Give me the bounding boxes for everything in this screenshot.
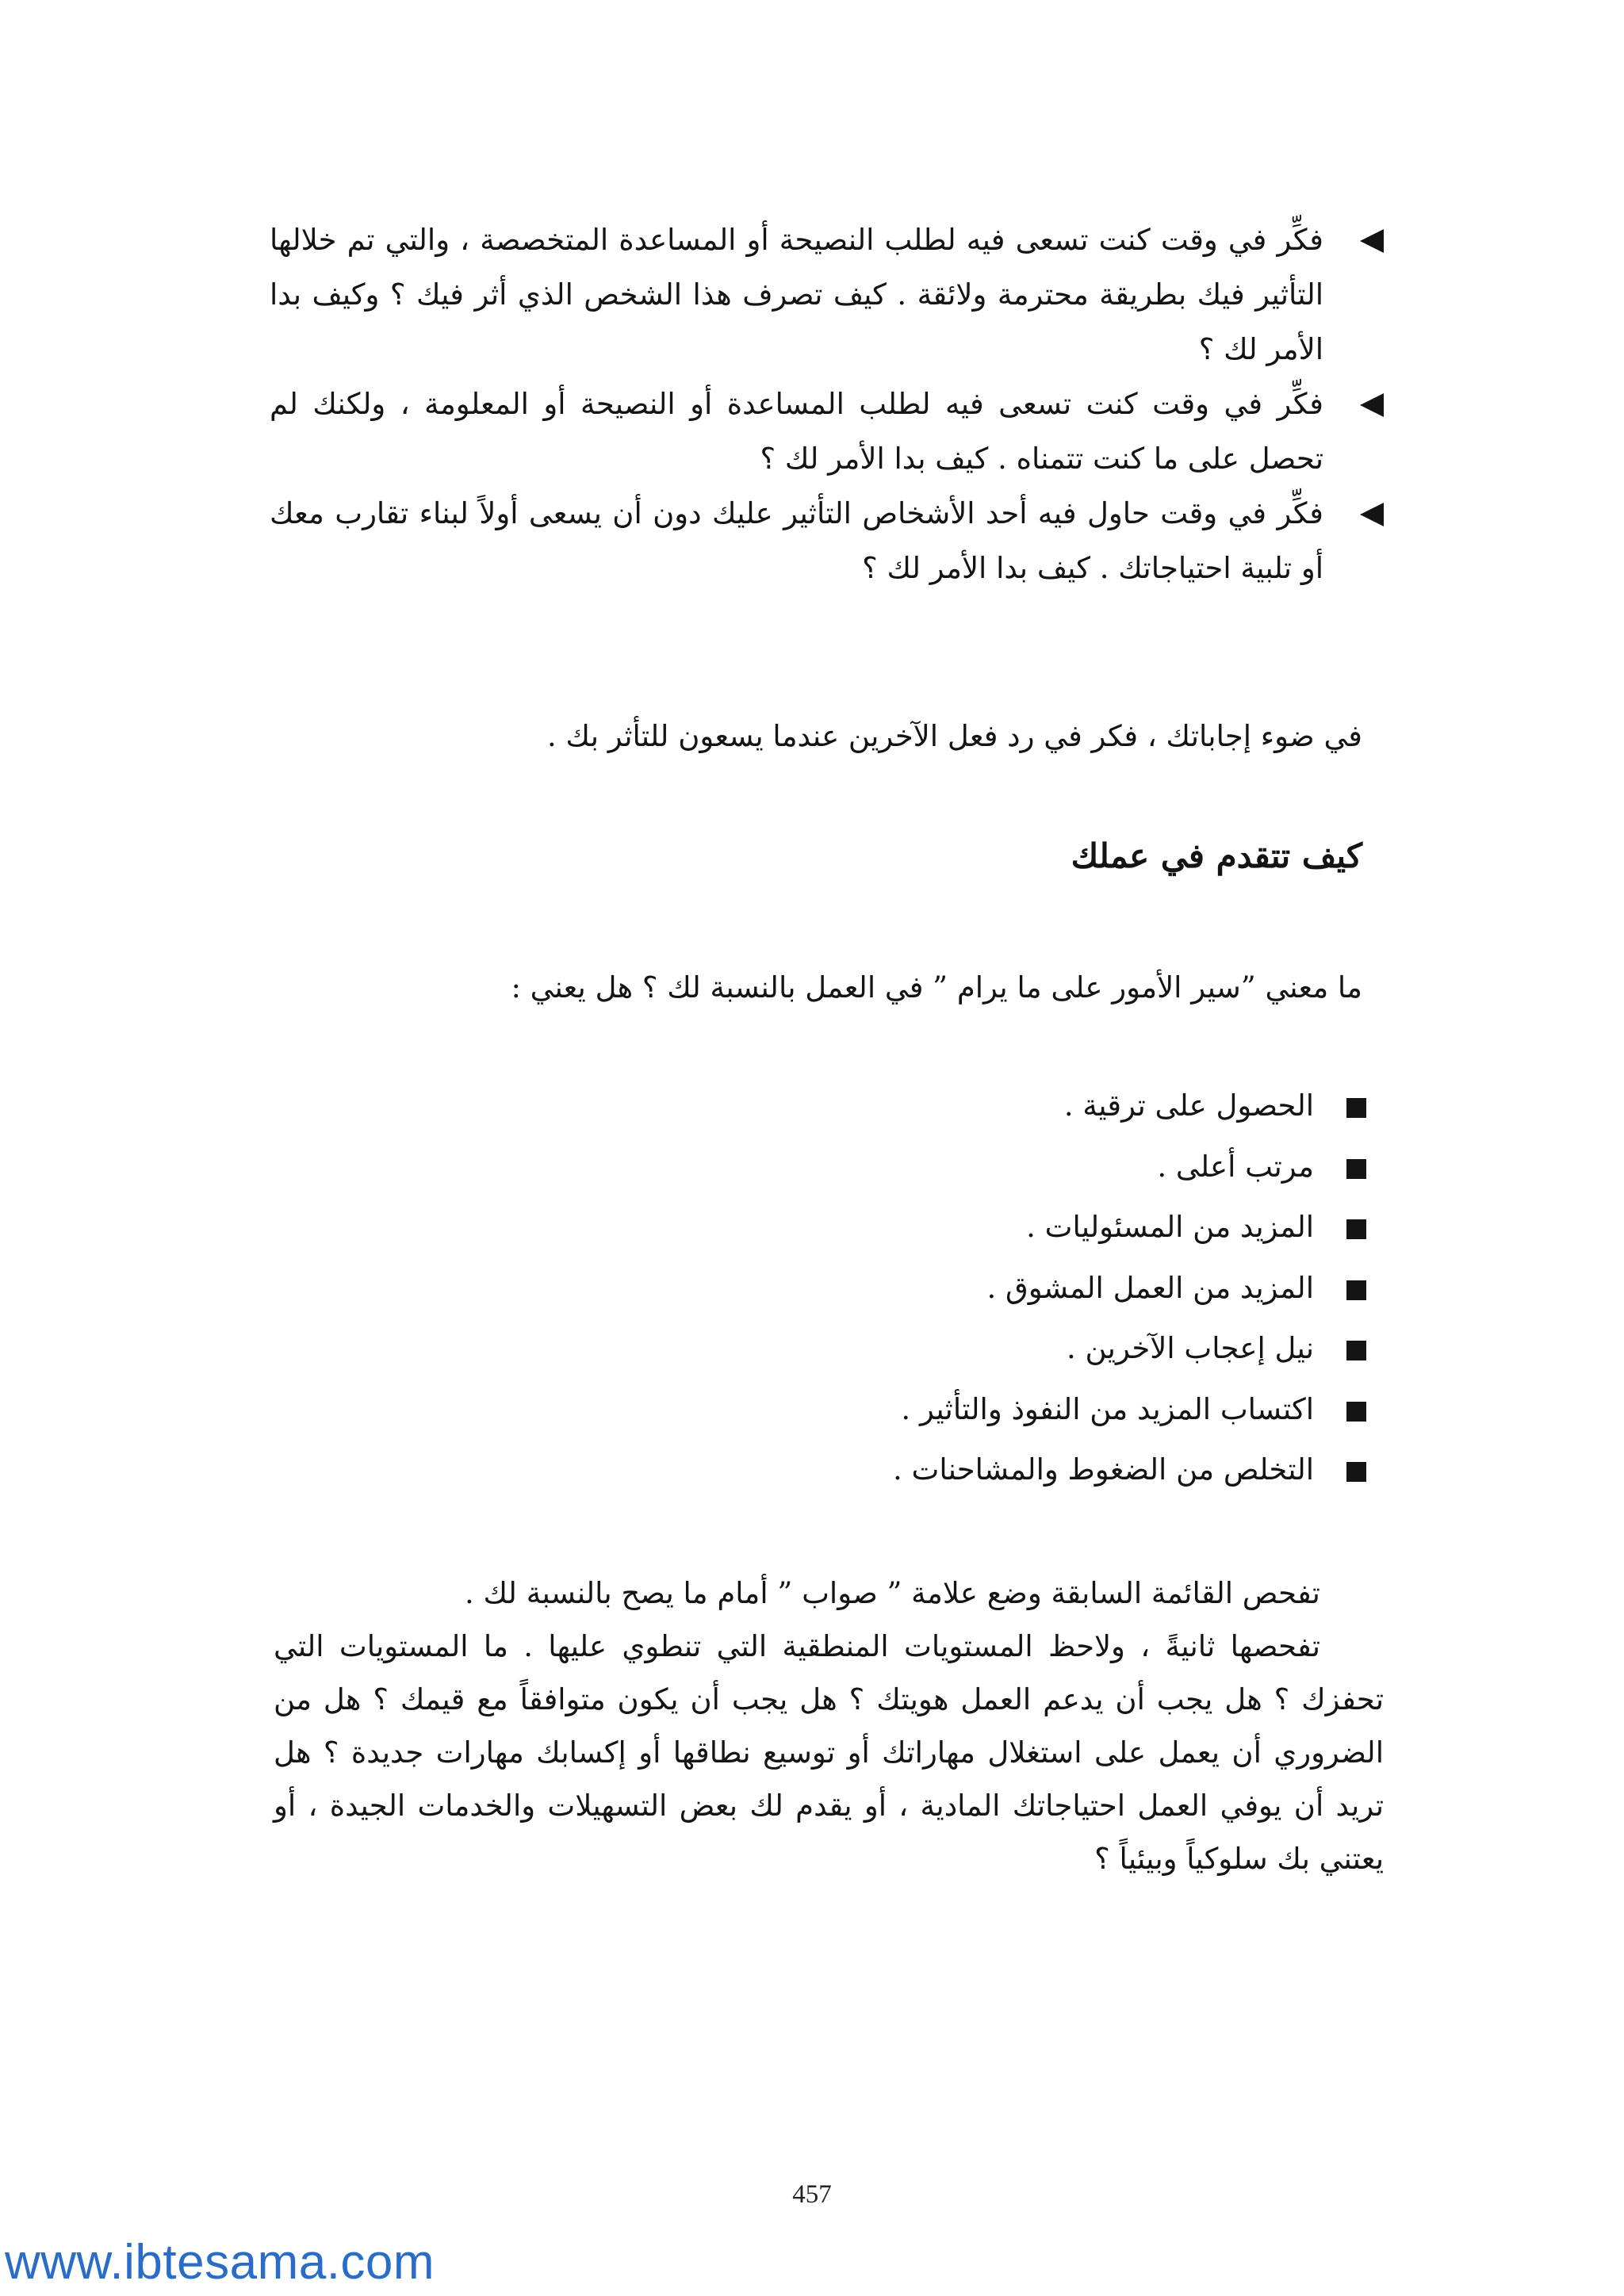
intro-paragraph: في ضوء إجاباتك ، فكر في رد فعل الآخرين عندما يسعون للتأثر بك .: [547, 719, 1362, 753]
instruction-block: [274, 1567, 1384, 1885]
square-list-item: [494, 1318, 1366, 1380]
triangle-bullet-icon: [1360, 393, 1384, 417]
arrow-list-item: [270, 212, 1384, 377]
square-bullet-icon: [1346, 1462, 1366, 1482]
page-number: 457: [792, 2180, 832, 2209]
square-bullet-icon: [1346, 1098, 1366, 1118]
instruction-first-line: تفحص القائمة السابقة وضع علامة ” صواب ” أمام ما يصح بالنسبة لك .: [464, 1576, 1320, 1610]
square-bullet-icon: [1346, 1280, 1366, 1300]
arrow-item-text: فكِّر في وقت كنت تسعى فيه لطلب النصيحة أو المساعدة المتخصصة ، والتي تم خلالها التأثير فيك بطريقة محترمة ولائقة . كيف تصرف هذا الشخص الذي أثر فيك ؟ وكيف بدا الأمر لك ؟: [270, 223, 1323, 366]
square-list-item: [494, 1197, 1366, 1258]
square-bullet-icon: [1346, 1159, 1366, 1179]
triangle-bullet-icon: [1360, 229, 1384, 253]
square-bullet-icon: [1346, 1341, 1366, 1360]
square-list-item: [494, 1076, 1366, 1137]
square-item-text: المزيد من العمل المشوق .: [986, 1270, 1314, 1305]
question-paragraph: ما معني ”سير الأمور على ما يرام ” في العمل بالنسبة لك ؟ هل يعني :: [511, 970, 1362, 1004]
square-item-text: نيل إعجاب الآخرين .: [1066, 1331, 1314, 1365]
square-bullet-icon: [1346, 1219, 1366, 1239]
square-item-text: الحصول على ترقية .: [1063, 1089, 1314, 1123]
square-item-text: المزيد من المسئوليات .: [1026, 1210, 1314, 1244]
arrow-bullet-list: [270, 212, 1384, 595]
website-watermark: www.ibtesama.com: [5, 2235, 435, 2290]
arrow-list-item: [270, 377, 1384, 486]
square-item-text: مرتب أعلى .: [1157, 1149, 1314, 1184]
square-list-item: [494, 1440, 1366, 1501]
square-item-text: اكتساب المزيد من النفوذ والتأثير .: [901, 1391, 1314, 1426]
arrow-item-text: فكِّر في وقت حاول فيه أحد الأشخاص التأثير عليك دون أن يسعى أولاً لبناء تقارب معك أو تلبية احتياجاتك . كيف بدا الأمر لك ؟: [270, 496, 1323, 585]
square-item-text: التخلص من الضغوط والمشاحنات .: [892, 1452, 1314, 1487]
square-bullet-list: [494, 1076, 1366, 1501]
square-bullet-icon: [1346, 1402, 1366, 1422]
square-list-item: [494, 1258, 1366, 1319]
section-heading: كيف تتقدم في عملك: [1071, 836, 1362, 875]
triangle-bullet-icon: [1360, 503, 1384, 526]
arrow-item-text: فكِّر في وقت كنت تسعى فيه لطلب المساعدة أو النصيحة أو المعلومة ، ولكنك لم تحصل على ما كنت تتمناه . كيف بدا الأمر لك ؟: [270, 387, 1323, 476]
instruction-paragraph: تفحصها ثانيةً ، ولاحظ المستويات المنطقية التي تنطوي عليها . ما المستويات التي تحفزك ؟ هل يجب أن يدعم العمل هويتك ؟ هل يجب أن يكون متوافقاً مع قيمك ؟ هل من الضروري أن يعمل على استغلال مهاراتك أو توسيع نطاقها أو إكسابك مهارات جديدة ؟ هل تريد أن يوفي العمل احتياجاتك المادية ، أو يقدم لك بعض التسهيلات والخدمات الجيدة ، أو يعتني بك سلوكياً وبيئياً ؟: [274, 1629, 1384, 1876]
arrow-list-item: [270, 486, 1384, 595]
square-list-item: [494, 1380, 1366, 1441]
square-list-item: [494, 1137, 1366, 1198]
